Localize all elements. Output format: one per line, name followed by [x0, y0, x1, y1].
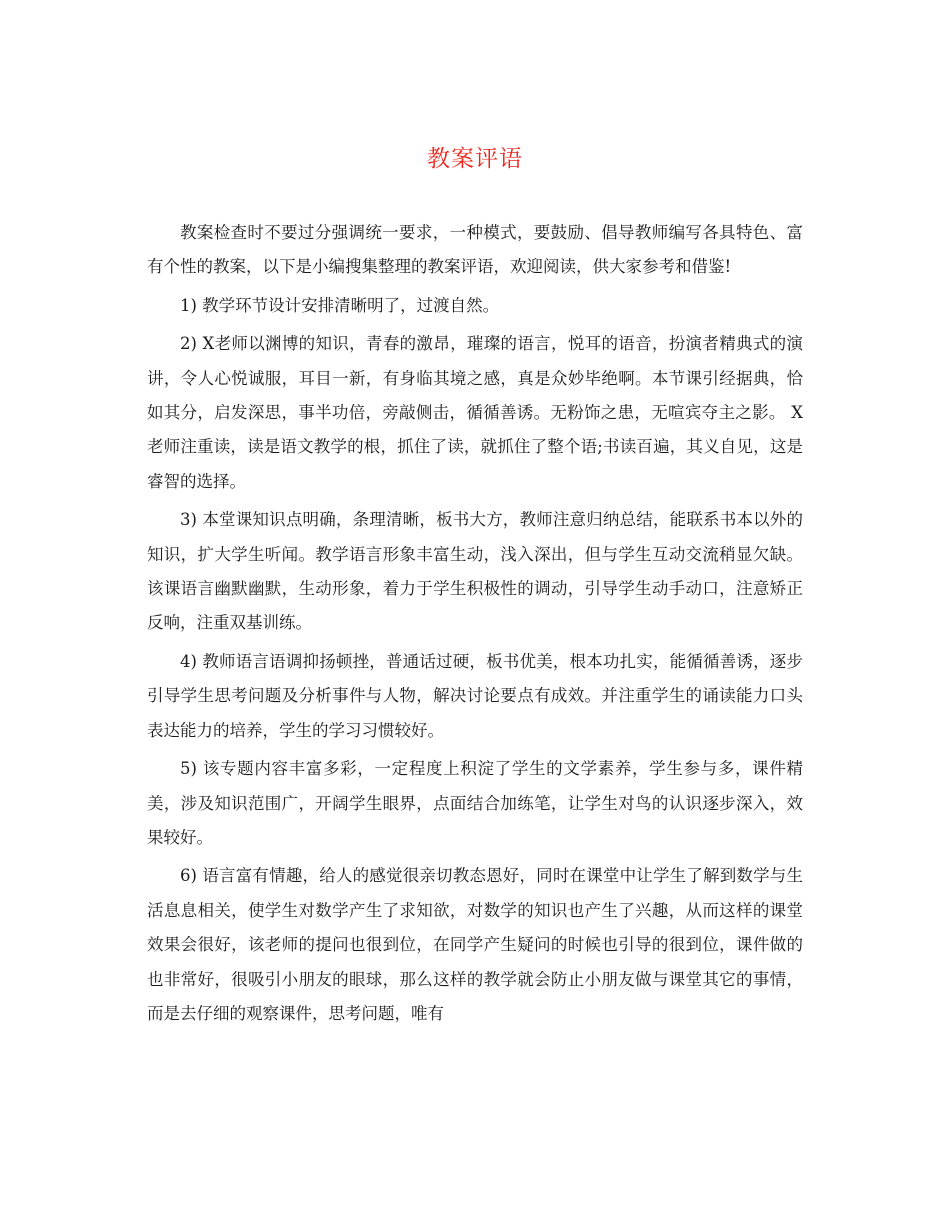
comment-paragraph-3: 3) 本堂课知识点明确，条理清晰，板书大方，教师注意归纳总结，能联系书本以外的知识，扩大学生听闻。教学语言形象丰富生动，浅入深出，但与学生互动交流稍显欠缺。 该课语言幽默幽默，生动形象，着力于学生积极性的调动，引导学生动手动口，注意矫正反响，注重双基训练。 [147, 510, 803, 633]
comment-paragraph-6: 6) 语言富有情趣，给人的感觉很亲切教态恩好，同时在课堂中让学生了解到数学与生活息息相关，使学生对数学产生了求知欲，对数学的知识也产生了兴趣，从而这样的课堂效果会很好，该老师的提问也很到位，在同学产生疑问的时候也引导的很到位，课件做的也非常好，很吸引小朋友的眼球，那么这样的教学就会防止小朋友做与课堂其它的事情，而是去仔细的观察课件，思考问题，唯有 [147, 866, 803, 1023]
comment-paragraph-5: 5) 该专题内容丰富多彩，一定程度上积淀了学生的文学素养，学生参与多，课件精美，涉及知识范围广，开阔学生眼界，点面结合加练笔，让学生对鸟的认识逐步深入，效果较好。 [147, 759, 803, 847]
comment-paragraph-2: 2) X老师以渊博的知识，青春的激昂，璀璨的语言，悦耳的语音，扮演者精典式的演讲，令人心悦诚服，耳目一新，有身临其境之感，真是众妙毕绝啊。本节课引经据典，恰如其分，启发深思，事半功倍，旁敲侧击，循循善诱。无粉饰之患，无喧宾夺主之影。 X老师注重读，读是语文教学的根，抓住了读，就抓住了整个语;书读百遍，其义自见，这是睿智的选择。 [147, 334, 803, 491]
comment-paragraph-4: 4) 教师语言语调抑扬顿挫，普通话过硬，板书优美，根本功扎实，能循循善诱，逐步引导学生思考问题及分析事件与人物，解决讨论要点有成效。并注重学生的诵读能力口头表达能力的培养，学生的学习习惯较好。 [147, 651, 803, 740]
comment-paragraph-1: 1) 教学环节设计安排清晰明了，过渡自然。 [180, 295, 500, 315]
document-title: 教案评语 [427, 146, 523, 172]
intro-paragraph: 教案检查时不要过分强调统一要求，一种模式，要鼓励、倡导教师编写各具特色、富有个性的教案，以下是小编搜集整理的教案评语，欢迎阅读，供大家参考和借鉴! [147, 223, 803, 277]
document-body [147, 216, 803, 1035]
